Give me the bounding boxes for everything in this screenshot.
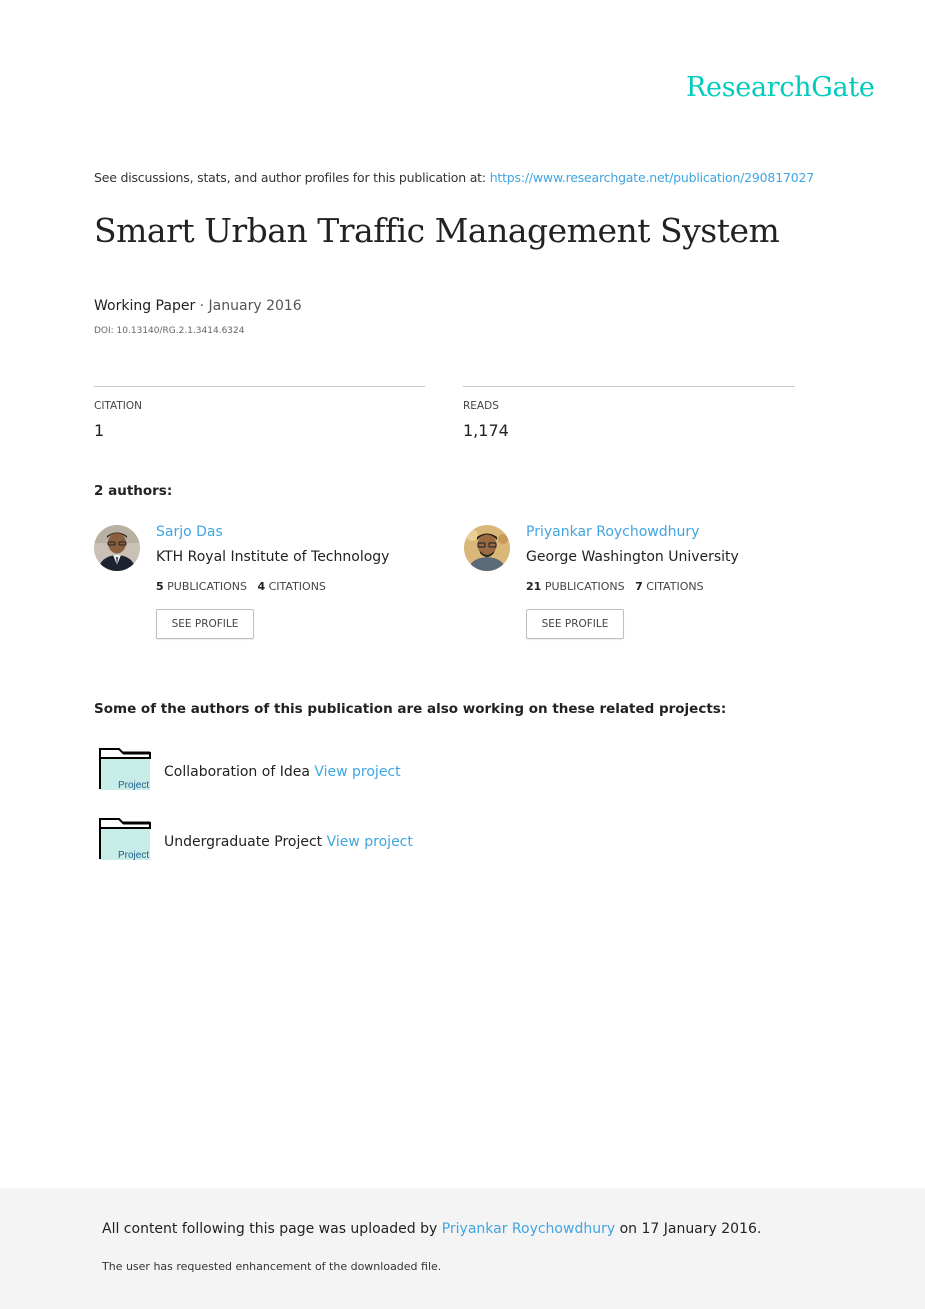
publication-url-link[interactable]: https://www.researchgate.net/publication/290817027 [489, 170, 814, 185]
project-1-view-link[interactable]: View project [314, 764, 401, 780]
researchgate-logo[interactable]: ResearchGate [686, 72, 875, 103]
author-2-institution: George Washington University [526, 549, 739, 565]
related-projects-heading: Some of the authors of this publication are also working on these related projects: [94, 701, 727, 717]
footer-panel [0, 1188, 925, 1309]
project-2-folder-icon [99, 818, 151, 860]
author-1-citations-label: CITATIONS [268, 580, 326, 593]
project-2-view-link[interactable]: View project [326, 834, 413, 850]
uploader-link[interactable]: Priyankar Roychowdhury [441, 1221, 616, 1237]
project-1-icon-label: Project [118, 780, 150, 790]
author-2-publications-count: 21 [526, 580, 542, 593]
reads-divider [463, 386, 795, 387]
publication-type: Working Paper [94, 298, 196, 314]
project-2-name: Undergraduate Project [164, 834, 323, 850]
project-2-row [164, 834, 413, 850]
author-1-citations-count: 4 [257, 580, 266, 593]
author-1-stats [156, 580, 326, 593]
author-2-see-profile-button[interactable]: SEE PROFILE [526, 609, 624, 639]
publication-meta [94, 298, 302, 314]
author-2-name-link[interactable]: Priyankar Roychowdhury [526, 524, 700, 540]
reads-label: READS [463, 400, 499, 412]
project-1-folder-icon [99, 748, 151, 790]
author-2-citations-count: 7 [635, 580, 643, 593]
project-2-icon-label: Project [118, 850, 150, 860]
citation-label: CITATION [94, 400, 143, 412]
upload-suffix: on 17 January 2016. [619, 1221, 762, 1237]
author-1-avatar[interactable] [94, 525, 140, 571]
reads-count: 1,174 [463, 421, 509, 440]
source-text: See discussions, stats, and author profiles for this publication at: [94, 170, 486, 185]
project-1-row [164, 764, 401, 780]
publication-title: Smart Urban Traffic Management System [94, 211, 780, 250]
publication-date: · January 2016 [195, 298, 302, 314]
upload-statement [102, 1221, 761, 1237]
author-1-institution: KTH Royal Institute of Technology [156, 549, 390, 565]
author-1-see-profile-button[interactable]: SEE PROFILE [156, 609, 254, 639]
authors-heading: 2 authors: [94, 483, 173, 499]
author-1-publications-label: PUBLICATIONS [167, 580, 247, 593]
author-2-publications-label: PUBLICATIONS [544, 580, 625, 593]
author-1-name-link[interactable]: Sarjo Das [156, 524, 223, 540]
project-1-name: Collaboration of Idea [164, 764, 310, 780]
enhancement-note: The user has requested enhancement of the downloaded file. [102, 1260, 442, 1273]
author-2-avatar[interactable] [464, 525, 510, 571]
publication-doi: DOI: 10.13140/RG.2.1.3414.6324 [94, 326, 245, 336]
source-line [94, 170, 814, 185]
citation-count: 1 [94, 421, 105, 440]
author-1-publications-count: 5 [156, 580, 164, 593]
upload-prefix: All content following this page was uploaded by [102, 1221, 438, 1237]
author-2-stats [526, 580, 704, 593]
author-2-citations-label: CITATIONS [646, 580, 704, 593]
citation-divider [94, 386, 425, 387]
